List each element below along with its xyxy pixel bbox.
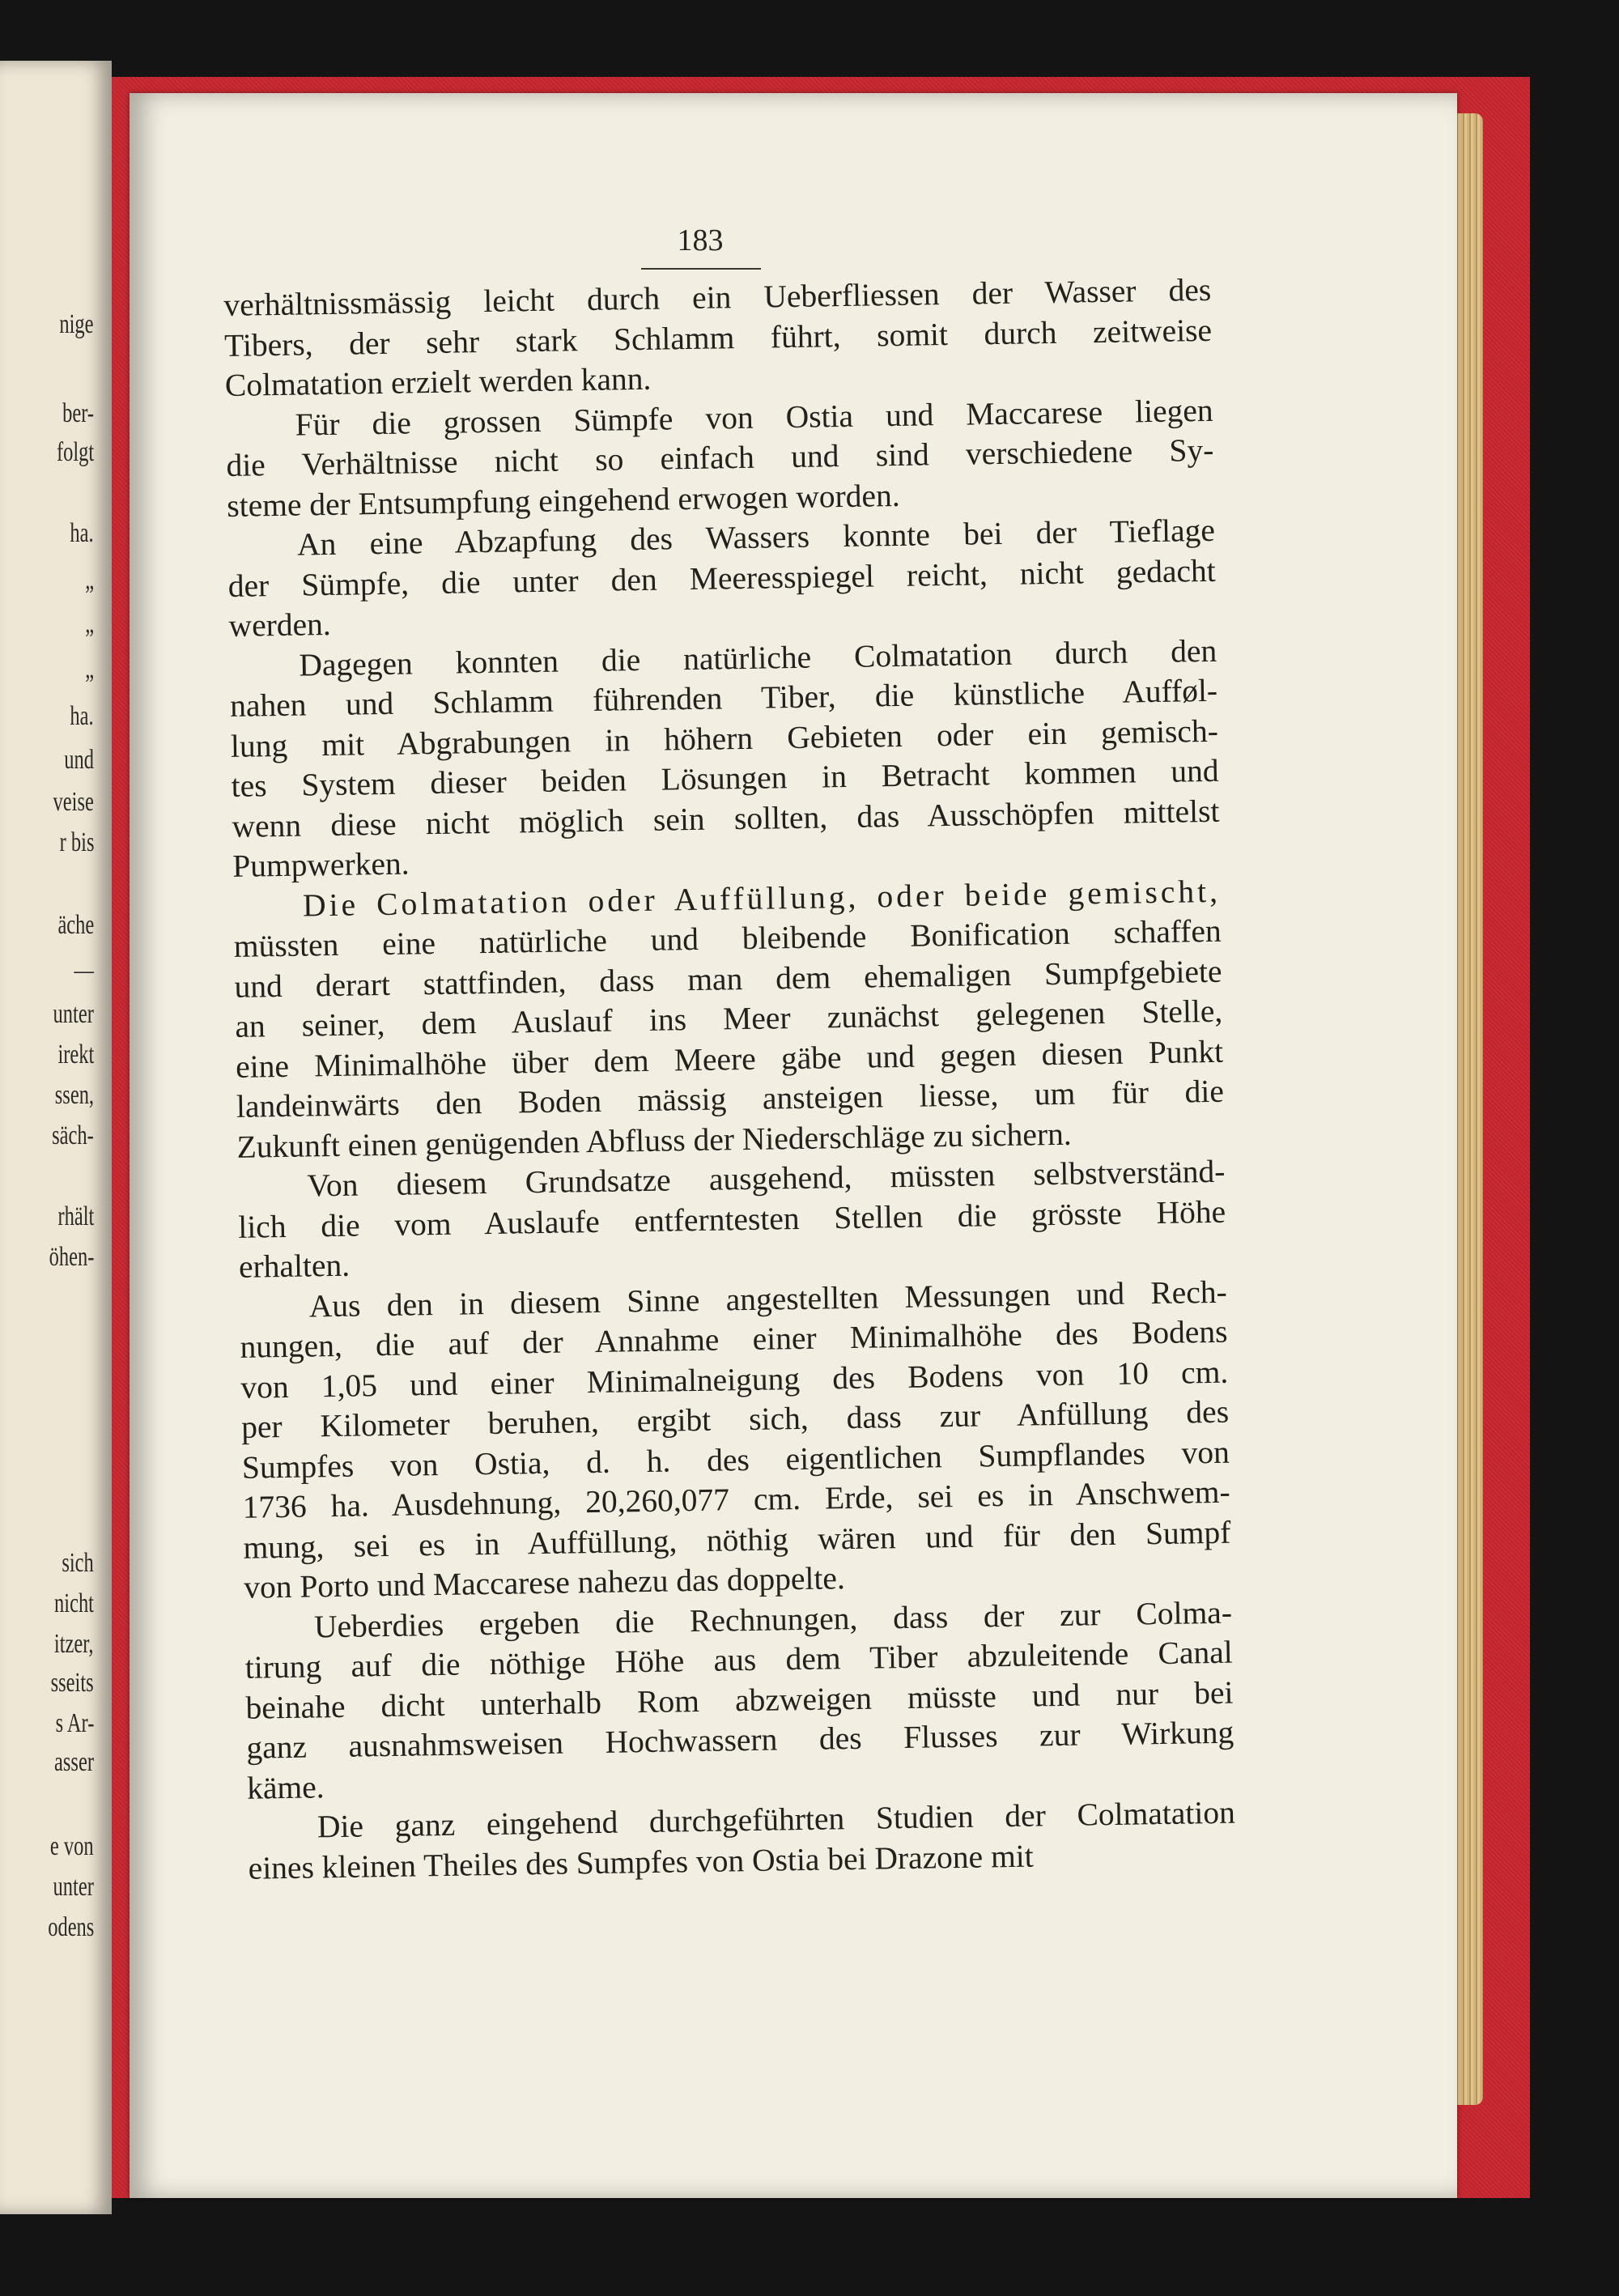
left-page-fragment: unter xyxy=(53,999,94,1029)
left-page-fragment: „ xyxy=(85,609,94,639)
text-line: käme. xyxy=(246,1768,325,1806)
text-line: ganz ausnahmsweisen Hochwassern des Flusses zur Wirkung xyxy=(246,1714,1234,1766)
text-line: lung mit Abgrabungen in höhern Gebieten oder ein gemisch- xyxy=(230,712,1219,764)
text-line: an seiner, dem Auslauf ins Meer zunächst gelegenen Stelle, xyxy=(235,993,1223,1044)
text-line: Sumpfes von Ostia, d. h. des eigentlichen Sumpflandes von xyxy=(241,1434,1230,1486)
left-page-fragment: irekt xyxy=(57,1040,94,1069)
left-page-fragment: odens xyxy=(47,1912,94,1942)
left-page-fragment: folgt xyxy=(56,437,94,467)
left-page-fragment: — xyxy=(74,955,94,985)
text-line: müssten eine natürliche und bleibende Bonification schaffen xyxy=(233,912,1222,964)
left-page-fragment: ber- xyxy=(62,398,94,428)
text-line: Von diesem Grundsatze ausgehend, müssten selbstverständ- xyxy=(307,1153,1226,1204)
paragraph xyxy=(225,390,1214,526)
body-text xyxy=(223,270,1236,1889)
text-line: beinahe dicht unterhalb Rom abzweigen müsste und nur bei xyxy=(245,1674,1234,1726)
paragraph xyxy=(223,270,1213,406)
text-line: Zukunft einen genügenden Abfluss der Niederschläge zu sichern. xyxy=(236,1116,1072,1165)
text-line: per Kilometer beruhen, ergibt sich, dass zur Anfüllung des xyxy=(240,1393,1230,1445)
left-page-fragment: und xyxy=(64,745,94,775)
text-line: landeinwärts den Boden mässig ansteigen liesse, um für die xyxy=(236,1073,1225,1125)
text-line: nahen und Schlamm führenden Tiber, die künstliche Aufføl- xyxy=(229,672,1218,724)
left-page-fragment: äche xyxy=(57,910,94,940)
paragraph xyxy=(237,1152,1226,1288)
text-line: An eine Abzapfung des Wassers konnte bei der Tieflage xyxy=(296,512,1216,563)
text-line: steme der Entsumpfung eingehend erwogen worden. xyxy=(226,477,900,524)
text-line: Tibers, der sehr stark Schlamm führt, somit durch zeitweise xyxy=(223,312,1213,364)
left-page-fragment: ha. xyxy=(70,518,94,548)
page-number-rule xyxy=(641,268,761,270)
left-page-fragment: asser xyxy=(54,1747,94,1777)
text-line: der Sümpfe, die unter den Meeresspiegel reicht, nicht gedacht xyxy=(227,552,1217,604)
text-line: Ueberdies ergeben die Rechnungen, dass der zur Colma- xyxy=(313,1594,1233,1644)
left-page-fragment: r bis xyxy=(59,827,94,857)
left-page-fragment: s Ar- xyxy=(55,1708,94,1738)
text-line: Aus den in diesem Sinne angestellten Messungen und Rech- xyxy=(308,1273,1228,1324)
left-page xyxy=(0,61,112,2214)
text-line: von 1,05 und einer Minimalneigung des Bodens von 10 cm. xyxy=(240,1354,1229,1405)
text-line: tirung auf die nöthige Höhe aus dem Tiber abzuleitende Canal xyxy=(244,1634,1234,1686)
text-line: verhältnissmässig leicht durch ein Ueberfliessen der Wasser des xyxy=(223,271,1212,323)
paragraph xyxy=(239,1272,1231,1608)
left-page-fragment: e von xyxy=(50,1831,94,1861)
left-page-fragment: ha. xyxy=(70,701,94,731)
text-line: erhalten. xyxy=(238,1247,351,1285)
left-page-fragment: sich xyxy=(62,1548,94,1578)
left-page-fragment: nicht xyxy=(54,1588,94,1618)
page-number: 183 xyxy=(677,223,724,257)
left-page-fragment: unter xyxy=(53,1872,94,1902)
left-page-fragment: veise xyxy=(53,787,94,817)
text-line: lich die vom Auslaufe entferntesten Stellen die grösste Höhe xyxy=(237,1193,1226,1245)
left-page-fragment: itzer, xyxy=(54,1629,94,1659)
text-line: Die ganz eingehend durchgeführten Studien der Colmatation xyxy=(317,1794,1236,1845)
left-page-fragment: säch- xyxy=(52,1120,94,1150)
text-line: mung, sei es in Auffüllung, nöthig wären und für den Sumpf xyxy=(243,1514,1231,1566)
text-line: Dagegen konnten die natürliche Colmatation durch den xyxy=(299,632,1217,683)
text-line: Die Colmatation oder Auffüllung, oder beide gemischt, xyxy=(302,873,1222,924)
right-page xyxy=(130,93,1457,2198)
left-page-fragment: öhen- xyxy=(49,1242,94,1272)
text-line: nungen, die auf der Annahme einer Minimalhöhe des Bodens xyxy=(240,1313,1228,1365)
text-line: und derart stattfinden, dass man dem ehemaligen Sumpfgebiete xyxy=(234,953,1222,1005)
left-page-fragment: sseits xyxy=(50,1668,94,1698)
text-line: tes System dieser beiden Lösungen in Betracht kommen und xyxy=(231,752,1219,804)
left-page-fragment: rhält xyxy=(57,1201,94,1231)
left-page-fragment: „ xyxy=(85,654,94,684)
paragraph xyxy=(244,1592,1235,1809)
text-line: von Porto und Maccarese nahezu das doppelte. xyxy=(243,1560,846,1605)
text-line: eine Minimalhöhe über dem Meere gäbe und gegen diesen Punkt xyxy=(235,1033,1224,1085)
paragraph xyxy=(233,871,1225,1167)
text-line: Colmatation erzielt werden kann. xyxy=(224,360,652,403)
left-page-fragment: „ xyxy=(85,565,94,595)
text-line: 1736 ha. Ausdehnung, 20,260,077 cm. Erde, sei es in Anschwem- xyxy=(242,1473,1230,1525)
paragraph xyxy=(227,511,1217,647)
text-line: werden. xyxy=(228,606,332,644)
text-line: die Verhältnisse nicht so einfach und sind verschiedene Sy- xyxy=(226,432,1214,483)
left-page-fragment: nige xyxy=(59,309,94,339)
text-line: Pumpwerken. xyxy=(232,845,410,884)
left-page-fragment: ssen, xyxy=(54,1080,94,1110)
text-line: Für die grossen Sümpfe von Ostia und Maccarese liegen xyxy=(295,392,1213,443)
text-line: eines kleinen Theiles des Sumpfes von Ostia bei Drazone mit xyxy=(248,1838,1035,1886)
paragraph xyxy=(248,1793,1236,1889)
paragraph xyxy=(229,631,1221,887)
text-line: wenn diese nicht möglich sein sollten, das Ausschöpfen mittelst xyxy=(232,793,1220,844)
